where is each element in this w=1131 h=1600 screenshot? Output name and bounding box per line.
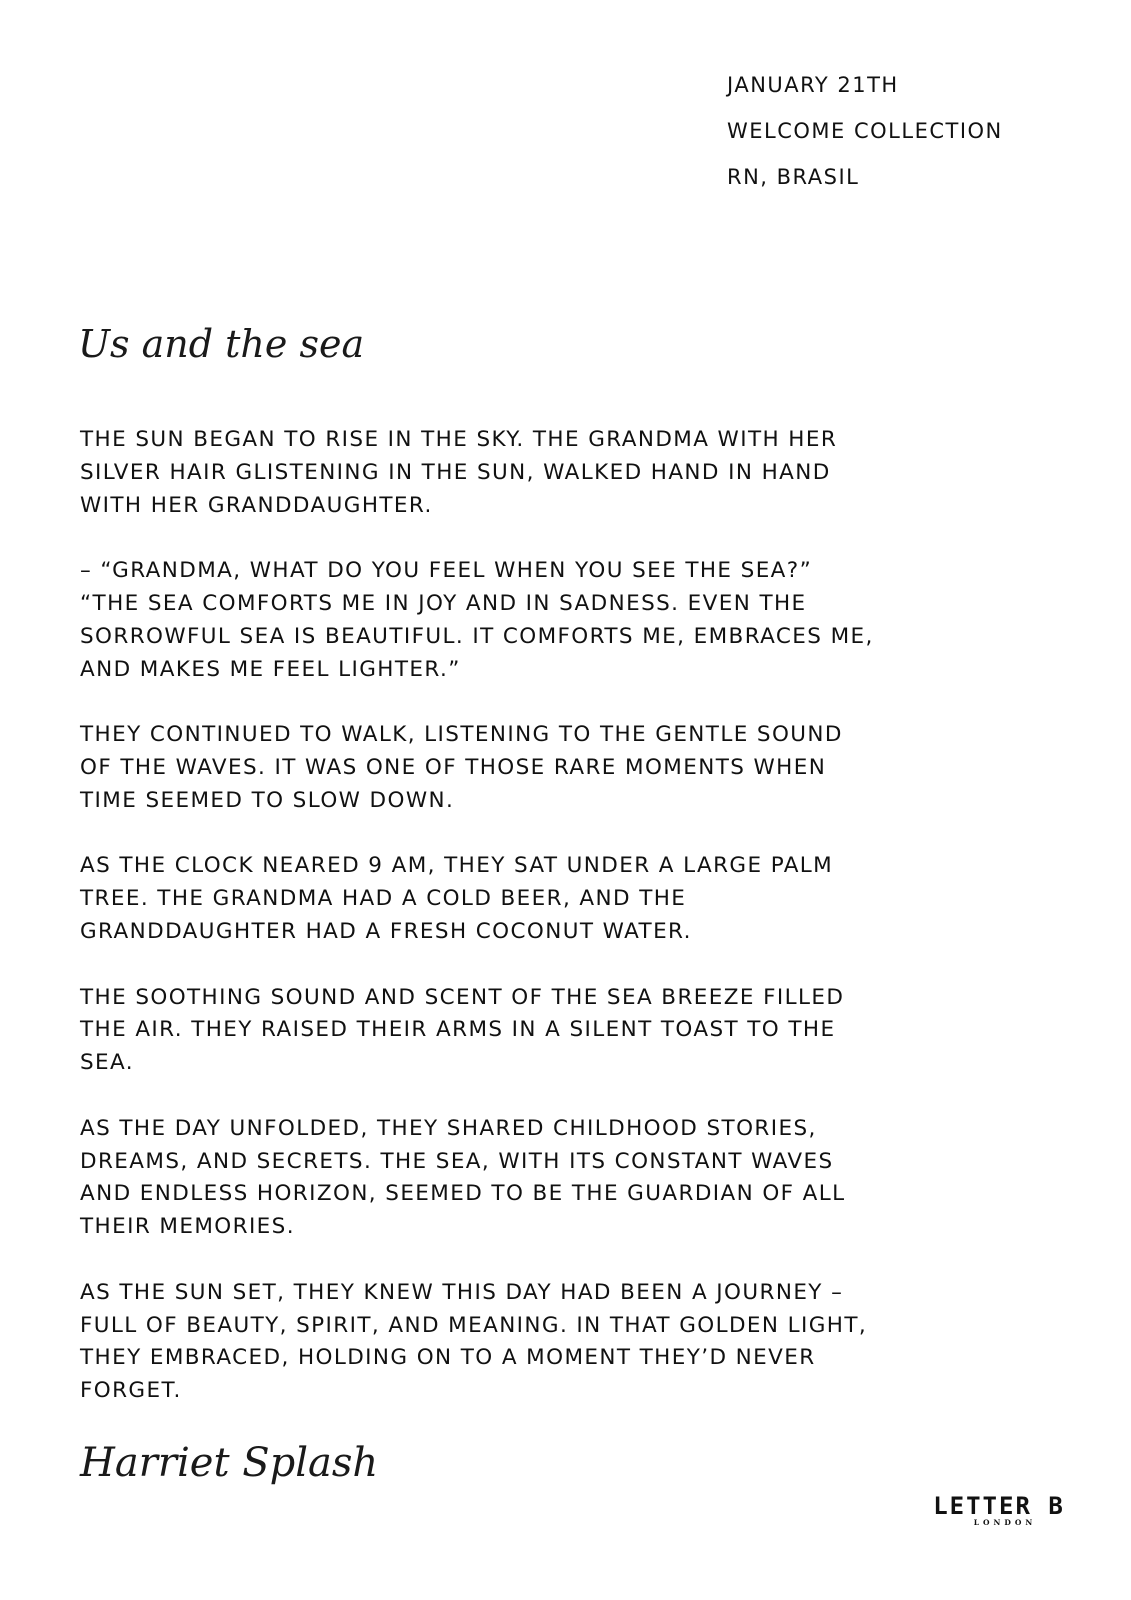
paragraph-line: OF THE WAVES. IT WAS ONE OF THOSE RARE MOMENTS WHEN	[80, 754, 827, 780]
paragraph-line: SILVER HAIR GLISTENING IN THE SUN, WALKED HAND IN HAND	[80, 459, 831, 485]
paragraph-line: TIME SEEMED TO SLOW DOWN.	[80, 787, 455, 813]
paragraph	[80, 1113, 1080, 1244]
paragraph-line: THE AIR. THEY RAISED THEIR ARMS IN A SILENT TOAST TO THE	[80, 1017, 836, 1043]
paragraph-line: THEY CONTINUED TO WALK, LISTENING TO THE GENTLE SOUND	[80, 722, 843, 748]
header-place: RN, BRASIL	[727, 165, 860, 189]
signature: Harriet Splash	[80, 1440, 379, 1486]
paragraph-line: AND ENDLESS HORIZON, SEEMED TO BE THE GUARDIAN OF ALL	[80, 1181, 846, 1207]
paragraph-line: AS THE SUN SET, THEY KNEW THIS DAY HAD BEEN A JOURNEY –	[80, 1279, 844, 1305]
paragraph-line: GRANDDAUGHTER HAD A FRESH COCONUT WATER.	[80, 918, 692, 944]
paragraph-line: AND MAKES ME FEEL LIGHTER.”	[80, 656, 461, 682]
paragraph	[80, 719, 1080, 817]
logo-location: LONDON	[973, 1518, 1037, 1527]
logo-name: LETTER B	[933, 1492, 1065, 1520]
letter-body	[80, 424, 1080, 1441]
paragraph-line: FULL OF BEAUTY, SPIRIT, AND MEANING. IN THAT GOLDEN LIGHT,	[80, 1312, 868, 1338]
paragraph-line: THE SOOTHING SOUND AND SCENT OF THE SEA BREEZE FILLED	[80, 984, 845, 1010]
paragraph-line: THE SUN BEGAN TO RISE IN THE SKY. THE GRANDMA WITH HER	[80, 427, 838, 452]
paragraph-line: TREE. THE GRANDMA HAD A COLD BEER, AND THE	[80, 886, 687, 912]
paragraph	[80, 424, 1080, 522]
paragraph-line: THEIR MEMORIES.	[80, 1214, 295, 1240]
paragraph-line: – “GRANDMA, WHAT DO YOU FEEL WHEN YOU SEE THE SEA?”	[80, 558, 813, 584]
brand-logo	[924, 1492, 1074, 1527]
paragraph-line: FORGET.	[80, 1378, 182, 1404]
paragraph-line: THEY EMBRACED, HOLDING ON TO A MOMENT THEY’D NEVER	[80, 1345, 816, 1371]
paragraph-line: “THE SEA COMFORTS ME IN JOY AND IN SADNESS. EVEN THE	[80, 590, 807, 616]
paragraph	[80, 1277, 1080, 1408]
paragraph-line: WITH HER GRANDDAUGHTER.	[80, 492, 433, 518]
paragraph	[80, 982, 1080, 1080]
letter-header	[727, 62, 1107, 200]
paragraph-line: DREAMS, AND SECRETS. THE SEA, WITH ITS CONSTANT WAVES	[80, 1148, 834, 1174]
header-date: JANUARY 21TH	[727, 73, 899, 97]
letter-title: Us and the sea	[78, 322, 365, 366]
paragraph	[80, 850, 1080, 948]
paragraph-line: SEA.	[80, 1050, 134, 1076]
paragraph-line: AS THE CLOCK NEARED 9 AM, THEY SAT UNDER A LARGE PALM	[80, 853, 834, 879]
paragraph	[80, 555, 1080, 686]
paragraph-line: SORROWFUL SEA IS BEAUTIFUL. IT COMFORTS ME, EMBRACES ME,	[80, 623, 874, 649]
header-venue: WELCOME COLLECTION	[727, 119, 1003, 143]
paragraph-line: AS THE DAY UNFOLDED, THEY SHARED CHILDHOOD STORIES,	[80, 1115, 817, 1141]
